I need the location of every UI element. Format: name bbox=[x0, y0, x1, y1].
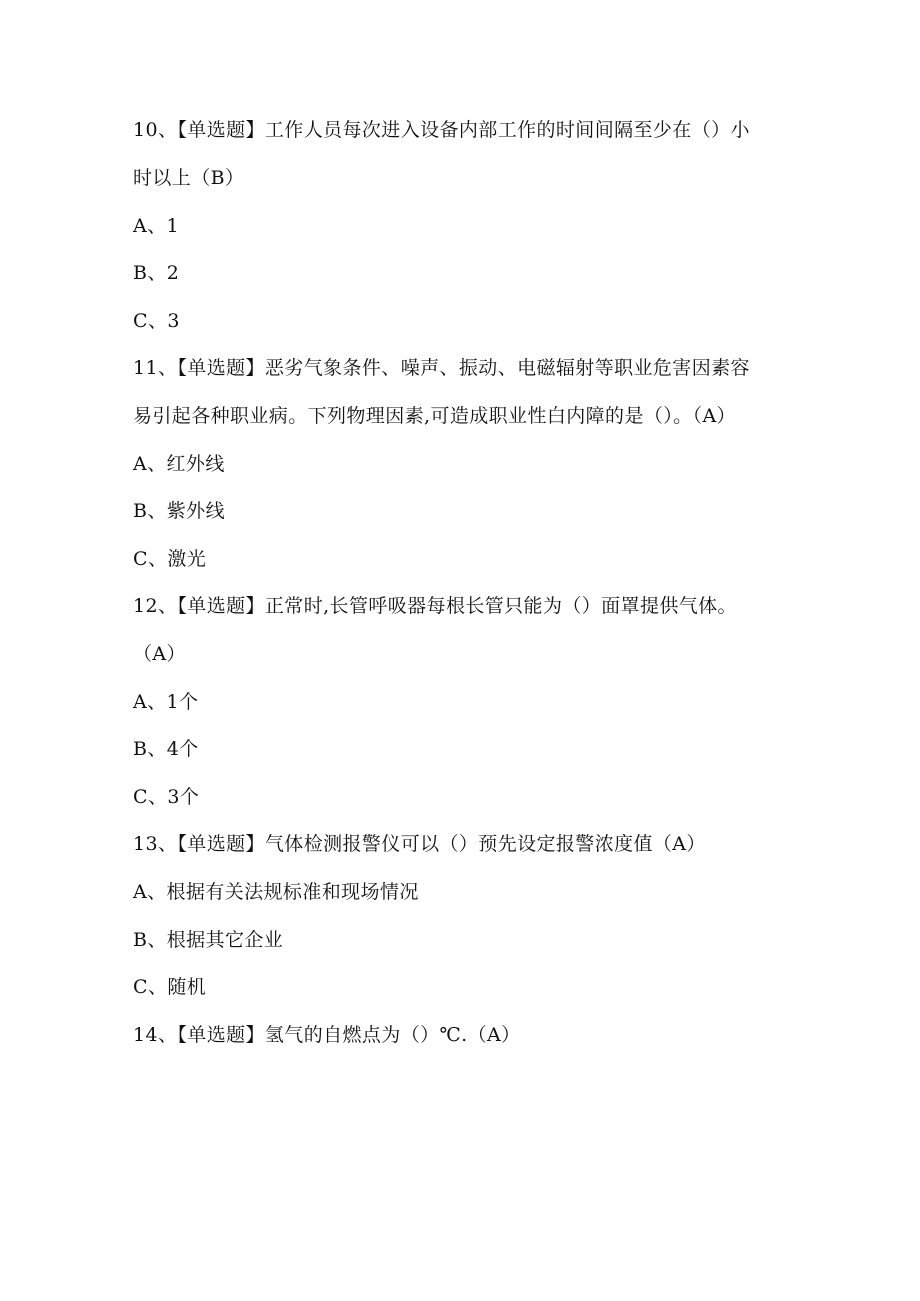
question-12-option-a: A、1个 bbox=[133, 691, 199, 713]
question-text: 正常时,长管呼吸器每根长管只能为（）面罩提供气体。 bbox=[264, 595, 737, 617]
question-12-option-b: B、4个 bbox=[133, 738, 199, 760]
question-type: 【单选题】 bbox=[177, 595, 265, 617]
question-10-option-b: B、2 bbox=[133, 262, 180, 284]
question-13-option-a: A、根据有关法规标准和现场情况 bbox=[133, 881, 419, 903]
question-number: 13、 bbox=[133, 833, 178, 855]
question-10-line-2: 时以上（B） bbox=[133, 167, 245, 189]
question-number: 14、 bbox=[133, 1024, 178, 1046]
question-10-option-c: C、3 bbox=[133, 310, 180, 332]
question-11-option-b: B、紫外线 bbox=[133, 500, 225, 522]
question-type: 【单选题】 bbox=[177, 1024, 265, 1046]
question-12-line-1 bbox=[133, 594, 737, 618]
question-number: 10、 bbox=[133, 119, 178, 141]
question-13-line-1 bbox=[133, 832, 706, 856]
question-12-option-c: C、3个 bbox=[133, 786, 200, 808]
question-text: 恶劣气象条件、噪声、振动、电磁辐射等职业危害因素容 bbox=[264, 357, 750, 379]
question-12-line-2: （A） bbox=[133, 643, 186, 665]
question-13-option-c: C、随机 bbox=[133, 976, 207, 998]
question-10-option-a: A、1 bbox=[133, 215, 180, 237]
question-13-option-b: B、根据其它企业 bbox=[133, 929, 284, 951]
question-type: 【单选题】 bbox=[177, 119, 265, 141]
question-number: 11、 bbox=[133, 357, 178, 379]
question-type: 【单选题】 bbox=[177, 357, 265, 379]
question-type: 【单选题】 bbox=[177, 833, 265, 855]
question-11-line-1 bbox=[133, 356, 750, 380]
question-11-line-2: 易引起各种职业病。下列物理因素,可造成职业性白内障的是（）。（A） bbox=[133, 405, 736, 427]
question-11-option-a: A、红外线 bbox=[133, 453, 225, 475]
question-text: 氢气的自燃点为（）℃.（A） bbox=[264, 1024, 521, 1046]
question-10-line-1 bbox=[133, 118, 750, 142]
question-text: 气体检测报警仪可以（）预先设定报警浓度值（A） bbox=[264, 833, 706, 855]
question-14-line-1 bbox=[133, 1023, 521, 1047]
question-number: 12、 bbox=[133, 595, 178, 617]
question-11-option-c: C、激光 bbox=[133, 548, 207, 570]
question-text: 工作人员每次进入设备内部工作的时间间隔至少在（）小 bbox=[264, 119, 750, 141]
